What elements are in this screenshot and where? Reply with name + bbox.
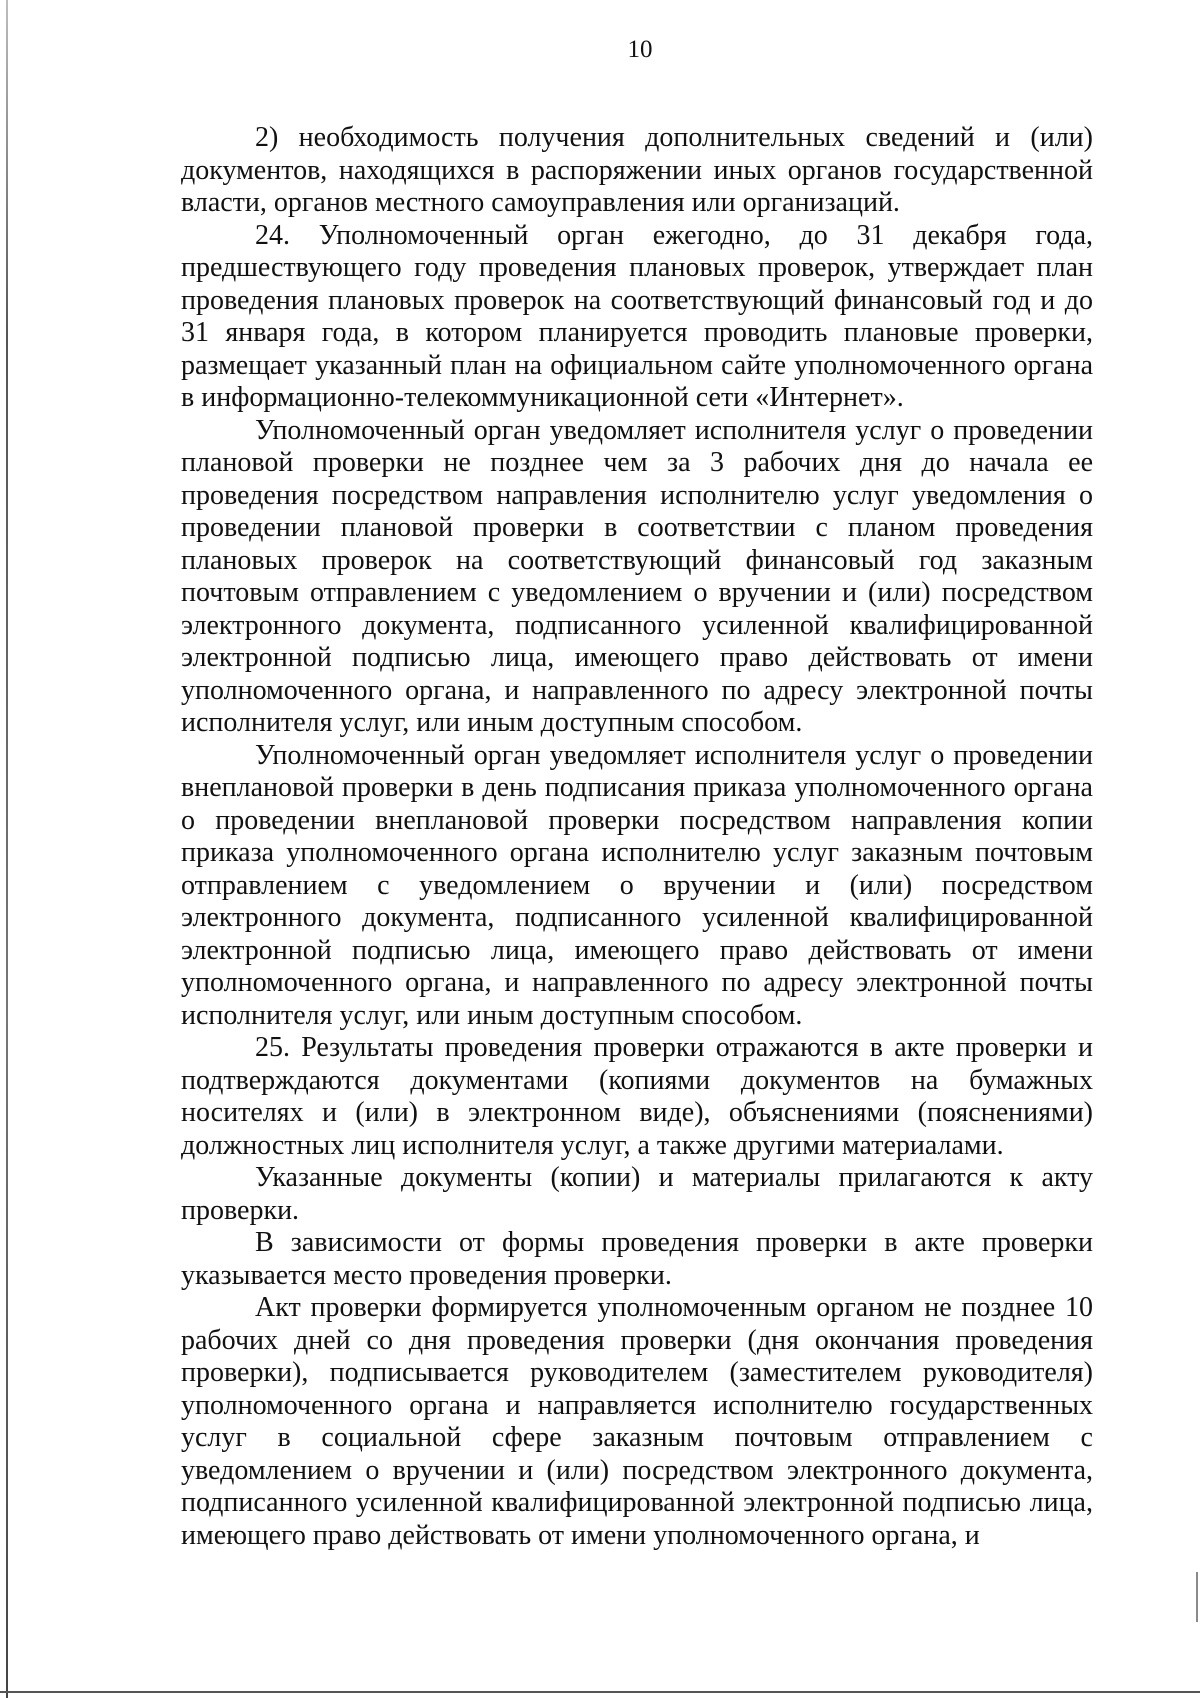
paragraph-attachments: Указанные документы (копии) и материалы прилагаются к акту проверки. [181, 1162, 1093, 1226]
paragraph-unplanned-check-notice: Уполномоченный орган уведомляет исполнителя услуг о проведении внеплановой проверки в день подписания приказа уполномоченного органа о проведении внеплановой проверки посредством направления копии приказа уполномоченного органа исполнителю услуг заказным почтовым отправлением с уведомлением о вручении и (или) посредством электронного документа, подписанного усиленной квалифицированной электронной подписью лица, имеющего право действовать от имени уполномоченного органа, и направленного по адресу электронной почты исполнителя услуг, или иным доступным способом. [181, 739, 1093, 1031]
document-body [181, 122, 1093, 1552]
scan-edge-bottom [0, 1691, 1200, 1693]
paragraph-check-location: В зависимости от формы проведения проверки в акте проверки указывается место проведения проверки. [181, 1227, 1093, 1291]
paragraph-act-formation: Акт проверки формируется уполномоченным органом не позднее 10 рабочих дней со дня проведения проверки (дня окончания проведения проверки), подписывается руководителем (заместителем руководителя) уполномоченного органа и направляется исполнителю государственных услуг в социальной сфере заказным почтовым отправлением с уведомлением о вручении и (или) посредством электронного документа, подписанного усиленной квалифицированной электронной подписью лица, имеющего право действовать от имени уполномоченного органа, и [181, 1292, 1093, 1551]
page-number: 10 [627, 36, 653, 63]
paragraph-24-plan: 24. Уполномоченный орган ежегодно, до 31 декабря года, предшествующего году проведения плановых проверок, утверждает план проведения плановых проверок на соответствующий финансовый год и до 31 января года, в котором планируется проводить плановые проверки, размещает указанный план на официальном сайте уполномоченного органа в информационно-телекоммуникационной сети «Интернет». [181, 219, 1093, 413]
scan-edge-left [6, 0, 8, 1698]
paragraph-item-2-clause: 2) необходимость получения дополнительных сведений и (или) документов, находящихся в распоряжении иных органов государственной власти, органов местного самоуправления или организаций. [181, 122, 1093, 218]
paragraph-planned-check-notice: Уполномоченный орган уведомляет исполнителя услуг о проведении плановой проверки не позднее чем за 3 рабочих дня до начала ее проведения посредством направления исполнителю услуг уведомления о проведении плановой проверки в соответствии с планом проведения плановых проверок на соответствующий финансовый год заказным почтовым отправлением с уведомлением о вручении и (или) посредством электронного документа, подписанного усиленной квалифицированной электронной подписью лица, имеющего право действовать от имени уполномоченного органа, и направленного по адресу электронной почты исполнителя услуг, или иным доступным способом. [181, 414, 1093, 738]
scan-edge-right [1196, 1572, 1198, 1622]
paragraph-25-results: 25. Результаты проведения проверки отражаются в акте проверки и подтверждаются документами (копиями документов на бумажных носителях и (или) в электронном виде), объяснениями (пояснениями) должностных лиц исполнителя услуг, а также другими материалами. [181, 1032, 1093, 1161]
